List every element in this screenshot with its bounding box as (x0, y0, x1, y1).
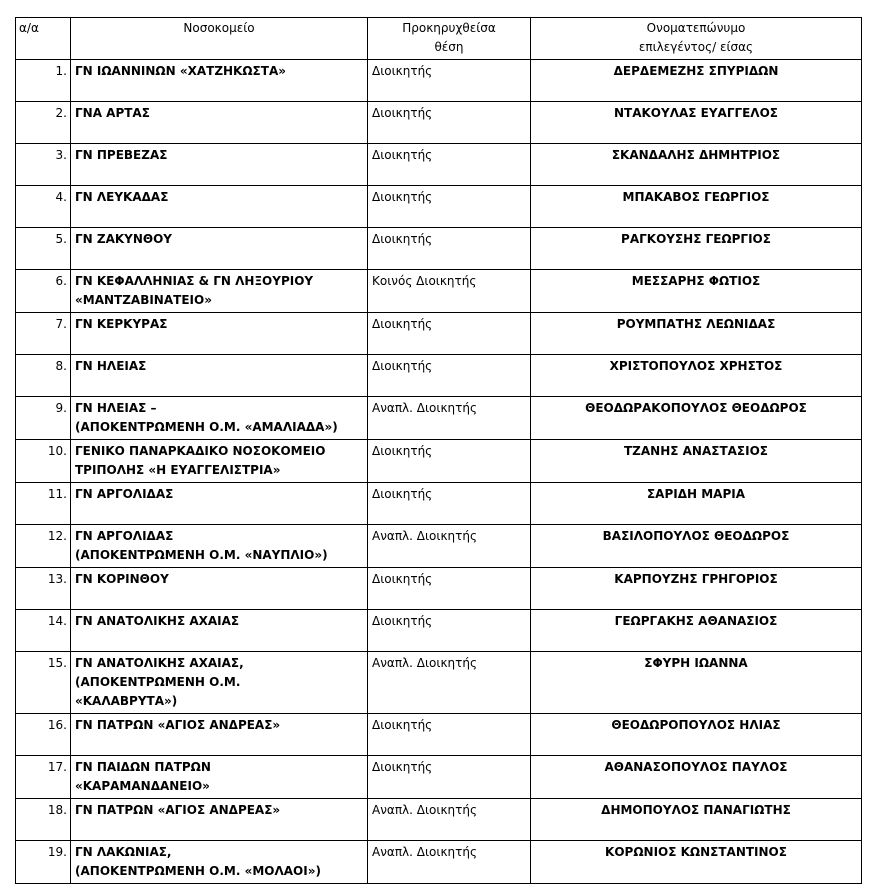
hospital-cell (71, 60, 368, 102)
hospital-cell (71, 568, 368, 610)
selected-person-name: ΜΠΑΚΑΒΟΣ ΓΕΩΡΓΙΟΣ (531, 186, 862, 228)
hospital-name-line: ΓΝ ΗΛΕΙΑΣ – (75, 401, 157, 415)
hospital-name-line: ΓΝ ΖΑΚΥΝΘΟΥ (75, 232, 172, 246)
row-number: 15. (16, 652, 71, 714)
position-cell: Διοικητής (368, 60, 531, 102)
hospital-name-line: (ΑΠΟΚΕΝΤΡΩΜΕΝΗ Ο.Μ. «ΝΑΥΠΛΙΟ») (75, 548, 328, 562)
hospital-name-line: ΓΝ ΑΡΓΟΛΙΔΑΣ (75, 529, 174, 543)
hospital-name-line: ΓΝ ΛΕΥΚΑΔΑΣ (75, 190, 169, 204)
hospital-cell (71, 270, 368, 313)
hospital-name-line: ΓΝ ΠΡΕΒΕΖΑΣ (75, 148, 168, 162)
hospital-name-line: ΓΝ ΑΝΑΤΟΛΙΚΗΣ ΑΧΑΙΑΣ, (75, 656, 244, 670)
hospital-name-line: (ΑΠΟΚΕΝΤΡΩΜΕΝΗ Ο.Μ. «ΑΜΑΛΙΑΔΑ») (75, 420, 338, 434)
position-cell: Διοικητής (368, 610, 531, 652)
table-row (16, 313, 862, 355)
row-number: 7. (16, 313, 71, 355)
table-header (16, 18, 862, 60)
hospital-cell (71, 483, 368, 525)
table-row (16, 799, 862, 841)
table-body (16, 60, 862, 884)
position-cell: Αναπλ. Διοικητής (368, 841, 531, 884)
hospital-cell (71, 313, 368, 355)
table-row (16, 270, 862, 313)
column-header-name (531, 18, 862, 60)
selected-person-name: ΣΦΥΡΗ ΙΩΑΝΝΑ (531, 652, 862, 714)
selected-person-name: ΚΟΡΩΝΙΟΣ ΚΩΝΣΤΑΝΤΙΝΟΣ (531, 841, 862, 884)
hospital-name-line: ΓΕΝΙΚΟ ΠΑΝΑΡΚΑΔΙΚΟ ΝΟΣΟΚΟΜΕΙΟ (75, 444, 326, 458)
hospital-name-line: (ΑΠΟΚΕΝΤΡΩΜΕΝΗ Ο.Μ. «ΜΟΛΑΟΙ») (75, 864, 321, 878)
table-row (16, 756, 862, 799)
row-number: 9. (16, 397, 71, 440)
row-number: 2. (16, 102, 71, 144)
row-number: 3. (16, 144, 71, 186)
selected-person-name: ΣΚΑΝΔΑΛΗΣ ΔΗΜΗΤΡΙΟΣ (531, 144, 862, 186)
hospital-cell (71, 525, 368, 568)
column-header-hospital: Νοσοκομείο (71, 18, 368, 60)
selected-person-name: ΧΡΙΣΤΟΠΟΥΛΟΣ ΧΡΗΣΤΟΣ (531, 355, 862, 397)
hospital-cell (71, 714, 368, 756)
hospital-cell (71, 756, 368, 799)
hospital-name-line: ΓΝ ΛΑΚΩΝΙΑΣ, (75, 845, 172, 859)
appointments-table (15, 17, 862, 884)
hospital-name-line: ΓΝ ΗΛΕΙΑΣ (75, 359, 147, 373)
header-row (16, 18, 862, 60)
column-header-name-line: επιλεγέντος/ είσας (638, 40, 754, 54)
hospital-cell (71, 440, 368, 483)
selected-person-name: ΘΕΟΔΩΡΑΚΟΠΟΥΛΟΣ ΘΕΟΔΩΡΟΣ (531, 397, 862, 440)
row-number: 4. (16, 186, 71, 228)
selected-person-name: ΘΕΟΔΩΡΟΠΟΥΛΟΣ ΗΛΙΑΣ (531, 714, 862, 756)
hospital-cell (71, 355, 368, 397)
column-header-position (368, 18, 531, 60)
hospital-cell (71, 799, 368, 841)
selected-person-name: ΣΑΡΙΔΗ ΜΑΡΙΑ (531, 483, 862, 525)
table-row (16, 610, 862, 652)
hospital-cell (71, 186, 368, 228)
selected-person-name: ΔΗΜΟΠΟΥΛΟΣ ΠΑΝΑΓΙΩΤΗΣ (531, 799, 862, 841)
hospital-cell (71, 652, 368, 714)
position-cell: Αναπλ. Διοικητής (368, 525, 531, 568)
selected-person-name: ΓΕΩΡΓΑΚΗΣ ΑΘΑΝΑΣΙΟΣ (531, 610, 862, 652)
hospital-name-line: ΓΝ ΙΩΑΝΝΙΝΩΝ «ΧΑΤΖΗΚΩΣΤΑ» (75, 64, 286, 78)
column-header-position-line: θέση (434, 40, 464, 54)
table-row (16, 228, 862, 270)
hospital-name-line: «ΜΑΝΤΖΑΒΙΝΑΤΕΙΟ» (75, 293, 212, 307)
row-number: 6. (16, 270, 71, 313)
selected-person-name: ΑΘΑΝΑΣΟΠΟΥΛΟΣ ΠΑΥΛΟΣ (531, 756, 862, 799)
hospital-name-line: (ΑΠΟΚΕΝΤΡΩΜΕΝΗ Ο.Μ. (75, 675, 241, 689)
position-cell: Διοικητής (368, 714, 531, 756)
position-cell: Αναπλ. Διοικητής (368, 652, 531, 714)
hospital-cell (71, 102, 368, 144)
position-cell: Διοικητής (368, 313, 531, 355)
row-number: 1. (16, 60, 71, 102)
selected-person-name: ΝΤΑΚΟΥΛΑΣ ΕΥΑΓΓΕΛΟΣ (531, 102, 862, 144)
hospital-name-line: ΓΝ ΚΕΦΑΛΛΗΝΙΑΣ & ΓΝ ΛΗΞΟΥΡΙΟΥ (75, 274, 314, 288)
hospital-name-line: ΓΝ ΠΑΙΔΩΝ ΠΑΤΡΩΝ (75, 760, 211, 774)
table-row (16, 714, 862, 756)
row-number: 18. (16, 799, 71, 841)
table-row (16, 397, 862, 440)
position-cell: Διοικητής (368, 144, 531, 186)
row-number: 11. (16, 483, 71, 525)
table-row (16, 144, 862, 186)
hospital-cell (71, 228, 368, 270)
selected-person-name: ΡΟΥΜΠΑΤΗΣ ΛΕΩΝΙΔΑΣ (531, 313, 862, 355)
table-row (16, 483, 862, 525)
table-row (16, 60, 862, 102)
hospital-name-line: «ΚΑΛΑΒΡΥΤΑ») (75, 694, 178, 708)
position-cell: Κοινός Διοικητής (368, 270, 531, 313)
position-cell: Διοικητής (368, 756, 531, 799)
row-number: 14. (16, 610, 71, 652)
position-cell: Διοικητής (368, 355, 531, 397)
table-row (16, 186, 862, 228)
row-number: 10. (16, 440, 71, 483)
hospital-name-line: ΓΝ ΑΝΑΤΟΛΙΚΗΣ ΑΧΑΙΑΣ (75, 614, 240, 628)
row-number: 13. (16, 568, 71, 610)
hospital-name-line: ΓΝ ΚΟΡΙΝΘΟΥ (75, 572, 169, 586)
position-cell: Διοικητής (368, 483, 531, 525)
hospital-name-line: ΓΝ ΑΡΓΟΛΙΔΑΣ (75, 487, 174, 501)
table-row (16, 440, 862, 483)
hospital-cell (71, 144, 368, 186)
row-number: 17. (16, 756, 71, 799)
table-row (16, 652, 862, 714)
position-cell: Αναπλ. Διοικητής (368, 799, 531, 841)
hospital-name-line: ΤΡΙΠΟΛΗΣ «Η ΕΥΑΓΓΕΛΙΣΤΡΙΑ» (75, 463, 281, 477)
selected-person-name: ΚΑΡΠΟΥΖΗΣ ΓΡΗΓΟΡΙΟΣ (531, 568, 862, 610)
hospital-name-line: ΓΝ ΚΕΡΚΥΡΑΣ (75, 317, 168, 331)
position-cell: Διοικητής (368, 186, 531, 228)
selected-person-name: ΤΖΑΝΗΣ ΑΝΑΣΤΑΣΙΟΣ (531, 440, 862, 483)
row-number: 5. (16, 228, 71, 270)
hospital-cell (71, 610, 368, 652)
hospital-cell (71, 841, 368, 884)
selected-person-name: ΡΑΓΚΟΥΣΗΣ ΓΕΩΡΓΙΟΣ (531, 228, 862, 270)
column-header-name-line: Ονοματεπώνυμο (646, 21, 746, 35)
table-row (16, 525, 862, 568)
hospital-name-line: «ΚΑΡΑΜΑΝΔΑΝΕΙΟ» (75, 779, 210, 793)
position-cell: Διοικητής (368, 228, 531, 270)
row-number: 8. (16, 355, 71, 397)
row-number: 19. (16, 841, 71, 884)
hospital-cell (71, 397, 368, 440)
position-cell: Διοικητής (368, 102, 531, 144)
row-number: 16. (16, 714, 71, 756)
hospital-name-line: ΓΝΑ ΑΡΤΑΣ (75, 106, 150, 120)
selected-person-name: ΜΕΣΣΑΡΗΣ ΦΩΤΙΟΣ (531, 270, 862, 313)
hospital-name-line: ΓΝ ΠΑΤΡΩΝ «ΑΓΙΟΣ ΑΝΔΡΕΑΣ» (75, 718, 281, 732)
table-row (16, 102, 862, 144)
selected-person-name: ΔΕΡΔΕΜΕΖΗΣ ΣΠΥΡΙΔΩΝ (531, 60, 862, 102)
selected-person-name: ΒΑΣΙΛΟΠΟΥΛΟΣ ΘΕΟΔΩΡΟΣ (531, 525, 862, 568)
row-number: 12. (16, 525, 71, 568)
table-row (16, 841, 862, 884)
hospital-name-line: ΓΝ ΠΑΤΡΩΝ «ΑΓΙΟΣ ΑΝΔΡΕΑΣ» (75, 803, 281, 817)
position-cell: Διοικητής (368, 440, 531, 483)
position-cell: Διοικητής (368, 568, 531, 610)
column-header-position-line: Προκηρυχθείσα (402, 21, 496, 35)
table-row (16, 568, 862, 610)
position-cell: Αναπλ. Διοικητής (368, 397, 531, 440)
column-header-number: α/α (16, 18, 71, 60)
table-row (16, 355, 862, 397)
